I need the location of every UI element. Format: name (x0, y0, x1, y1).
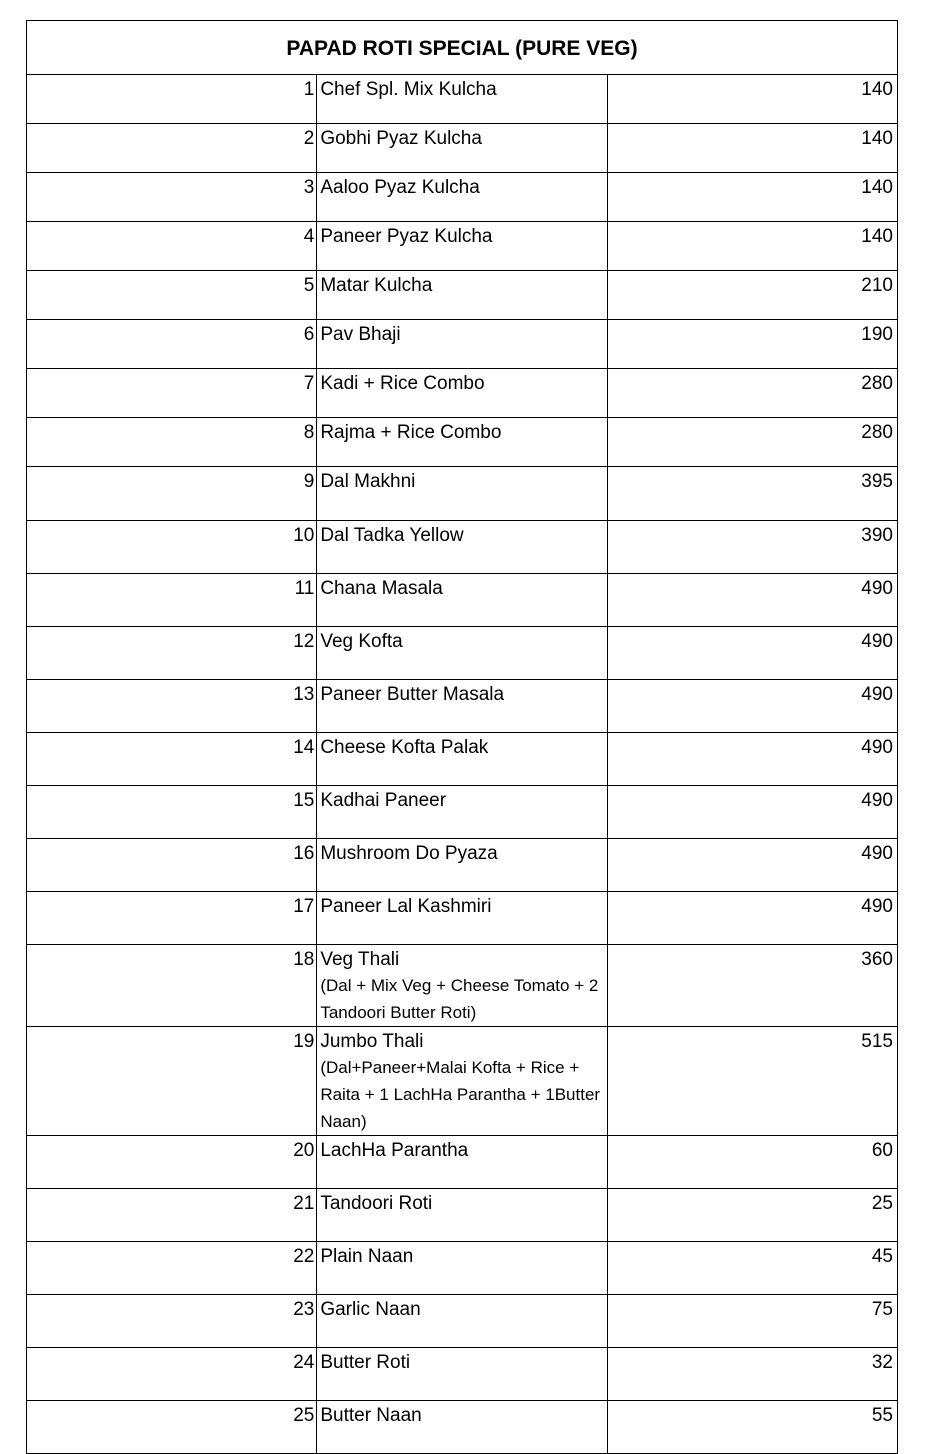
item-number: 23 (27, 1295, 317, 1348)
item-price: 490 (607, 786, 897, 839)
table-row (27, 271, 898, 320)
item-name: Butter Roti (317, 1348, 607, 1401)
item-number: 16 (27, 839, 317, 892)
menu-table (26, 20, 898, 1454)
table-row (27, 1189, 898, 1242)
table-row (27, 320, 898, 369)
item-price: 190 (607, 320, 897, 369)
table-row (27, 173, 898, 222)
item-number: 20 (27, 1136, 317, 1189)
item-name: Dal Makhni (317, 467, 607, 521)
item-number: 24 (27, 1348, 317, 1401)
item-price: 60 (607, 1136, 897, 1189)
table-row (27, 75, 898, 124)
item-name: Veg Thali (320, 949, 400, 970)
table-row (27, 892, 898, 945)
item-name: Paneer Lal Kashmiri (317, 892, 607, 945)
item-name-cell (317, 1027, 607, 1136)
item-name: Veg Kofta (317, 627, 607, 680)
item-name: Chana Masala (317, 574, 607, 627)
item-number: 17 (27, 892, 317, 945)
item-number: 7 (27, 369, 317, 418)
item-number: 10 (27, 521, 317, 574)
item-price: 515 (607, 1027, 897, 1136)
item-name: Rajma + Rice Combo (317, 418, 607, 467)
item-price: 140 (607, 124, 897, 173)
item-price: 360 (607, 945, 897, 1027)
item-price: 490 (607, 680, 897, 733)
item-number: 11 (27, 574, 317, 627)
item-name: Dal Tadka Yellow (317, 521, 607, 574)
item-number: 15 (27, 786, 317, 839)
item-name: Pav Bhaji (317, 320, 607, 369)
item-number: 8 (27, 418, 317, 467)
item-number: 6 (27, 320, 317, 369)
item-name: Cheese Kofta Palak (317, 733, 607, 786)
item-price: 140 (607, 75, 897, 124)
item-price: 490 (607, 733, 897, 786)
item-number: 4 (27, 222, 317, 271)
table-row (27, 369, 898, 418)
menu-title: PAPAD ROTI SPECIAL (PURE VEG) (27, 21, 898, 75)
item-name: Tandoori Roti (317, 1189, 607, 1242)
item-price: 140 (607, 173, 897, 222)
table-row (27, 1242, 898, 1295)
item-number: 25 (27, 1401, 317, 1454)
item-price: 210 (607, 271, 897, 320)
item-description: (Dal + Mix Veg + Cheese Tomato + 2 Tandoori Butter Roti) (320, 976, 599, 1022)
item-price: 32 (607, 1348, 897, 1401)
table-row (27, 786, 898, 839)
table-row (27, 945, 898, 1027)
item-number: 18 (27, 945, 317, 1027)
item-price: 490 (607, 839, 897, 892)
item-number: 9 (27, 467, 317, 521)
item-price: 140 (607, 222, 897, 271)
item-name: Paneer Pyaz Kulcha (317, 222, 607, 271)
item-number: 19 (27, 1027, 317, 1136)
item-name: Mushroom Do Pyaza (317, 839, 607, 892)
table-row (27, 222, 898, 271)
table-row (27, 1348, 898, 1401)
item-price: 280 (607, 369, 897, 418)
item-number: 13 (27, 680, 317, 733)
table-row (27, 467, 898, 521)
table-row (27, 1401, 898, 1454)
item-name: Chef Spl. Mix Kulcha (317, 75, 607, 124)
item-price: 25 (607, 1189, 897, 1242)
table-row (27, 839, 898, 892)
table-row (27, 521, 898, 574)
item-number: 3 (27, 173, 317, 222)
menu-table-body (27, 21, 898, 1454)
table-row (27, 680, 898, 733)
title-row (27, 21, 898, 75)
item-name: Matar Kulcha (317, 271, 607, 320)
table-row (27, 1295, 898, 1348)
item-name: Gobhi Pyaz Kulcha (317, 124, 607, 173)
item-price: 390 (607, 521, 897, 574)
item-number: 5 (27, 271, 317, 320)
table-row (27, 418, 898, 467)
item-price: 55 (607, 1401, 897, 1454)
item-price: 490 (607, 627, 897, 680)
table-row (27, 1136, 898, 1189)
table-row (27, 627, 898, 680)
item-price: 75 (607, 1295, 897, 1348)
item-price: 490 (607, 892, 897, 945)
item-name: LachHa Parantha (317, 1136, 607, 1189)
item-name: Kadhai Paneer (317, 786, 607, 839)
table-row (27, 124, 898, 173)
table-row (27, 733, 898, 786)
item-price: 490 (607, 574, 897, 627)
item-number: 21 (27, 1189, 317, 1242)
item-number: 22 (27, 1242, 317, 1295)
item-description: (Dal+Paneer+Malai Kofta + Rice + Raita + 1 LachHa Parantha + 1Butter Naan) (320, 1058, 601, 1131)
item-name: Aaloo Pyaz Kulcha (317, 173, 607, 222)
item-price: 395 (607, 467, 897, 521)
item-price: 45 (607, 1242, 897, 1295)
item-name: Jumbo Thali (320, 1031, 424, 1052)
item-number: 14 (27, 733, 317, 786)
item-number: 12 (27, 627, 317, 680)
item-price: 280 (607, 418, 897, 467)
item-name: Garlic Naan (317, 1295, 607, 1348)
item-name: Kadi + Rice Combo (317, 369, 607, 418)
item-name-cell (317, 945, 607, 1027)
item-name: Butter Naan (317, 1401, 607, 1454)
item-number: 1 (27, 75, 317, 124)
item-number: 2 (27, 124, 317, 173)
table-row (27, 1027, 898, 1136)
item-name: Paneer Butter Masala (317, 680, 607, 733)
table-row (27, 574, 898, 627)
item-name: Plain Naan (317, 1242, 607, 1295)
